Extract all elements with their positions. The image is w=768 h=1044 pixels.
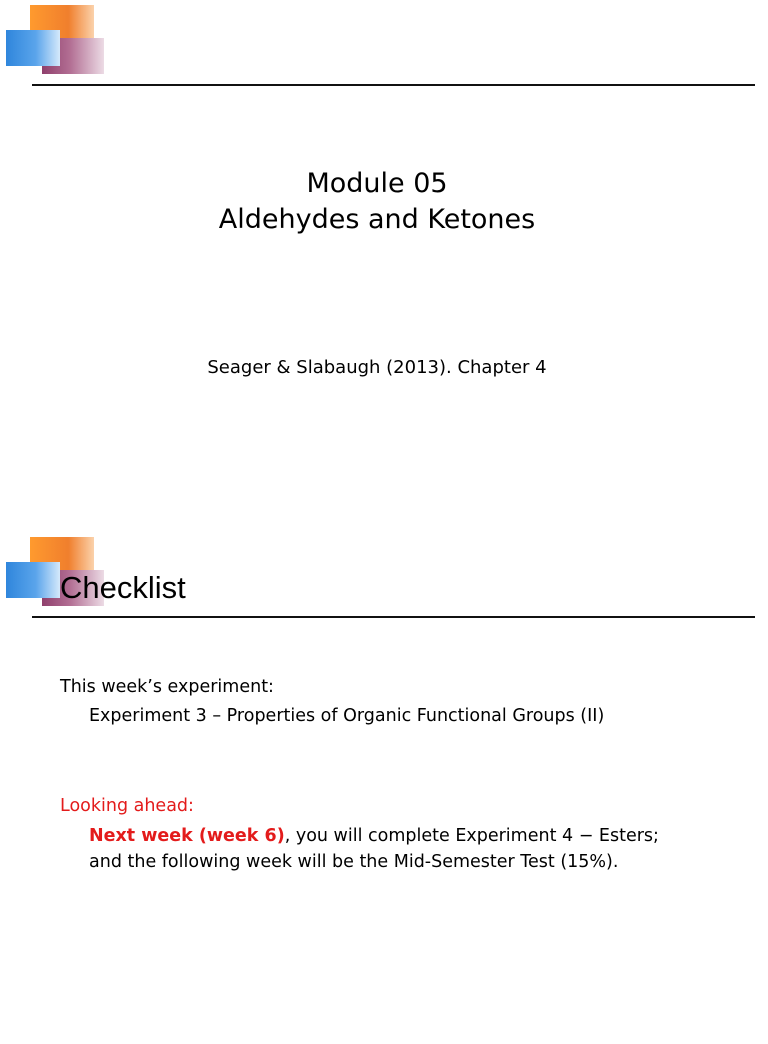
next-week-line	[89, 824, 659, 849]
logo-blue-block	[6, 562, 60, 598]
slide-1	[0, 0, 768, 512]
textbook-reference: Seager & Slabaugh (2013). Chapter 4	[207, 357, 547, 378]
following-week-line: and the following week will be the Mid-Semester Test (15%).	[89, 852, 619, 872]
header-divider	[32, 616, 755, 618]
this-week-label: This week’s experiment:	[60, 677, 274, 697]
logo-blue-block	[6, 30, 60, 66]
module-number: Module 05	[306, 168, 448, 199]
slide-2	[0, 532, 768, 1044]
looking-ahead-label: Looking ahead:	[60, 796, 194, 816]
header-divider	[32, 84, 755, 86]
next-week-text: , you will complete Experiment 4 − Esters;	[284, 826, 659, 846]
next-week-highlight: Next week (week 6)	[89, 826, 285, 846]
slide-heading: Checklist	[60, 570, 186, 605]
experiment-item: Experiment 3 – Properties of Organic Functional Groups (II)	[89, 706, 605, 726]
slide-title	[0, 166, 754, 238]
module-topic: Aldehydes and Ketones	[218, 204, 536, 235]
